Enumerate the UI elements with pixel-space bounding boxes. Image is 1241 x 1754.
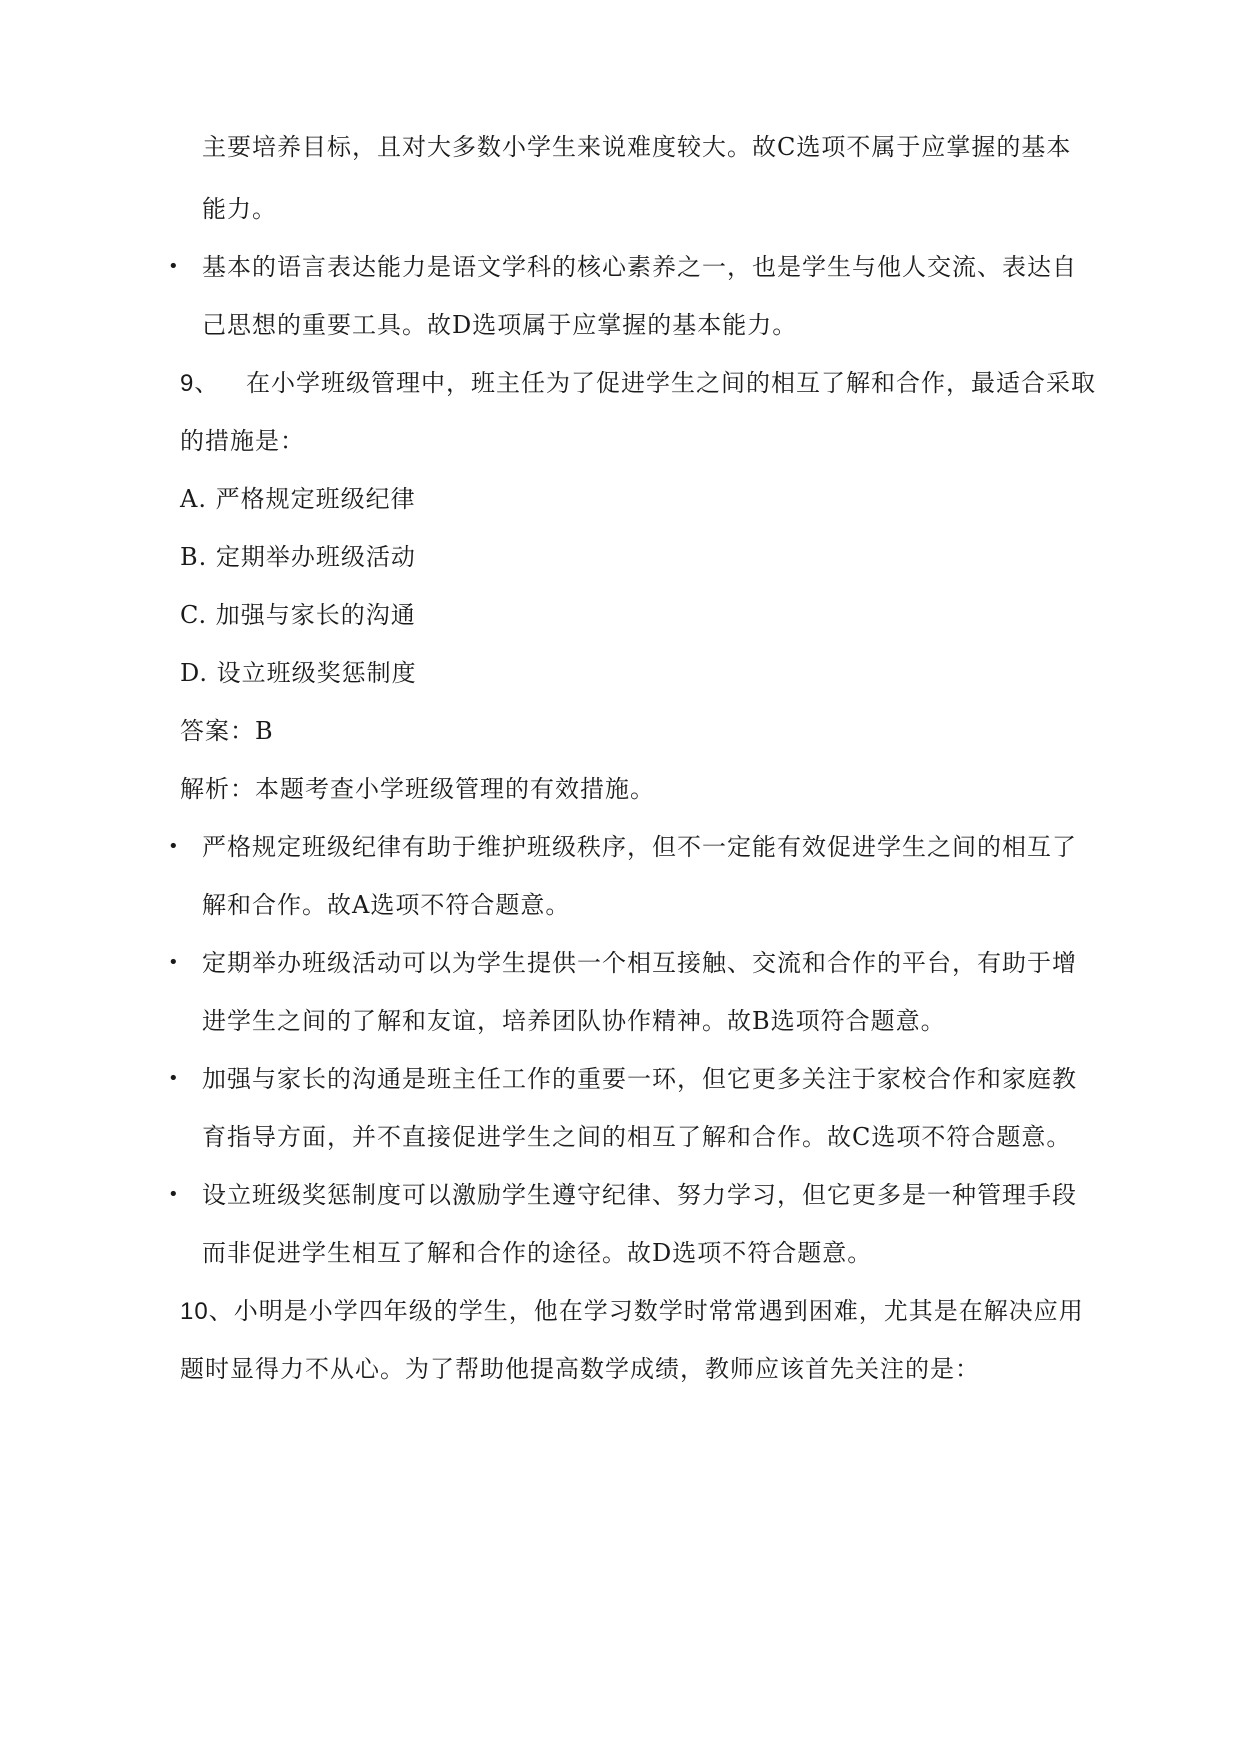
point-c-line2: 育指导方面，并不直接促进学生之间的相互了解和合作。故C选项不符合题意。 bbox=[202, 1123, 1072, 1151]
bullet-icon: • bbox=[168, 256, 179, 277]
point-b-line2: 进学生之间的了解和友谊，培养团队协作精神。故B选项符合题意。 bbox=[202, 1007, 946, 1035]
analysis-d-line1: 基本的语言表达能力是语文学科的核心素养之一，也是学生与他人交流、表达自 bbox=[202, 253, 1077, 281]
analysis-heading: 解析：本题考查小学班级管理的有效措施。 bbox=[180, 775, 655, 803]
bullet-icon: • bbox=[168, 1068, 179, 1089]
option-c: C. 加强与家长的沟通 bbox=[180, 601, 416, 629]
option-a: A. 严格规定班级纪律 bbox=[180, 485, 416, 513]
question-10-stem-line2: 题时显得力不从心。为了帮助他提高数学成绩，教师应该首先关注的是： bbox=[180, 1355, 980, 1383]
point-a-line2: 解和合作。故A选项不符合题意。 bbox=[202, 891, 571, 919]
option-b: B. 定期举办班级活动 bbox=[180, 543, 416, 571]
point-d-line2: 而非促进学生相互了解和合作的途径。故D选项不符合题意。 bbox=[202, 1239, 873, 1267]
answer: 答案：B bbox=[180, 717, 274, 745]
question-number: 9、 bbox=[180, 370, 220, 397]
bullet-icon: • bbox=[168, 952, 179, 973]
bullet-icon: • bbox=[168, 1184, 179, 1205]
point-d-line1: 设立班级奖惩制度可以激励学生遵守纪律、努力学习，但它更多是一种管理手段 bbox=[202, 1181, 1077, 1209]
question-number: 10、 bbox=[180, 1298, 234, 1325]
bullet-icon: • bbox=[168, 836, 179, 857]
point-a-line1: 严格规定班级纪律有助于维护班级秩序，但不一定能有效促进学生之间的相互了 bbox=[202, 833, 1077, 861]
option-d: D. 设立班级奖惩制度 bbox=[180, 659, 417, 687]
question-9-stem-line1 bbox=[180, 367, 1096, 400]
point-c-line1: 加强与家长的沟通是班主任工作的重要一环，但它更多关注于家校合作和家庭教 bbox=[202, 1065, 1077, 1093]
question-10-stem-line1 bbox=[180, 1295, 1084, 1328]
question-stem: 在小学班级管理中，班主任为了促进学生之间的相互了解和合作，最适合采取 bbox=[246, 369, 1096, 397]
analysis-c-line2: 能力。 bbox=[202, 195, 277, 223]
point-b-line1: 定期举办班级活动可以为学生提供一个相互接触、交流和合作的平台，有助于增 bbox=[202, 949, 1077, 977]
analysis-c-line1: 主要培养目标，且对大多数小学生来说难度较大。故C选项不属于应掌握的基本 bbox=[202, 133, 1072, 161]
analysis-d-line2: 己思想的重要工具。故D选项属于应掌握的基本能力。 bbox=[202, 311, 798, 339]
question-9-stem-line2: 的措施是： bbox=[180, 427, 305, 455]
question-stem: 小明是小学四年级的学生，他在学习数学时常常遇到困难，尤其是在解决应用 bbox=[233, 1297, 1084, 1325]
